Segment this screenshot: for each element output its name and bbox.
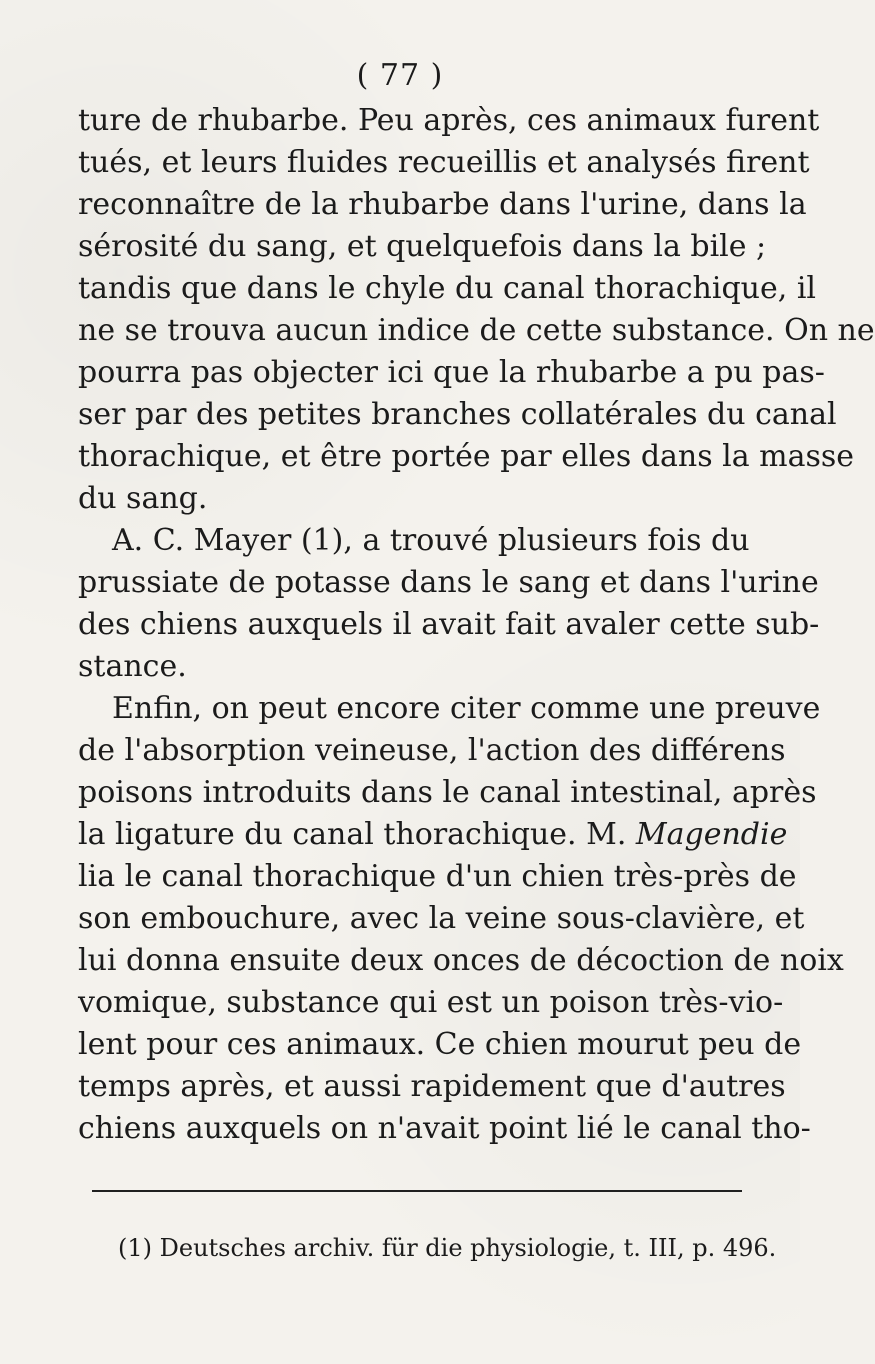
text-line: lui donna ensuite deux onces de décoction de noix: [78, 943, 844, 978]
text-line: son embouchure, avec la veine sous-clavière, et: [78, 901, 805, 936]
text-line: lent pour ces animaux. Ce chien mourut peu de: [78, 1027, 802, 1062]
text-line: tandis que dans le chyle du canal thorachique, il: [78, 271, 817, 306]
text-line: ser par des petites branches collatérales du canal: [78, 397, 837, 432]
text-line: ne se trouva aucun indice de cette substance. On ne: [78, 313, 875, 348]
footnote-divider: [92, 1190, 742, 1192]
paragraph-2: [78, 520, 820, 688]
text-line: Enfin, on peut encore citer comme une preuve: [112, 691, 821, 726]
text-line: de l'absorption veineuse, l'action des différens: [78, 733, 786, 768]
text-line: sérosité du sang, et quelquefois dans la bile ;: [78, 229, 767, 264]
text-line: A. C. Mayer (1), a trouvé plusieurs fois du: [112, 523, 750, 558]
text-line: ture de rhubarbe. Peu après, ces animaux furent: [78, 103, 820, 138]
paragraph-1: [78, 100, 875, 520]
text-line: reconnaître de la rhubarbe dans l'urine, dans la: [78, 187, 807, 222]
text-line: thorachique, et être portée par elles dans la masse: [78, 439, 855, 474]
paragraph-3: [78, 688, 844, 1150]
text-line: poisons introduits dans le canal intestinal, après: [78, 775, 817, 810]
text-line: stance.: [78, 649, 187, 684]
italic-name: Magendie: [635, 817, 788, 852]
text-line: pourra pas objecter ici que la rhubarbe a pu pas-: [78, 355, 825, 390]
text-line: tués, et leurs fluides recueillis et analysés firent: [78, 145, 810, 180]
page-number: ( 77 ): [356, 58, 444, 93]
text-line: vomique, substance qui est un poison très-vio-: [78, 985, 784, 1020]
text-line-with-name: [78, 814, 788, 856]
text-line: lia le canal thorachique d'un chien très-près de: [78, 859, 797, 894]
text-line: prussiate de potasse dans le sang et dans l'urine: [78, 565, 819, 600]
footnote: (1) Deutsches archiv. für die physiologie, t. III, p. 496.: [118, 1234, 777, 1262]
text-line: chiens auxquels on n'avait point lié le canal tho-: [78, 1111, 811, 1146]
text-line: temps après, et aussi rapidement que d'autres: [78, 1069, 786, 1104]
text-fragment: la ligature du canal thorachique. M.: [78, 817, 636, 852]
main-text: [78, 100, 875, 1150]
text-line: des chiens auxquels il avait fait avaler cette sub-: [78, 607, 820, 642]
text-line: du sang.: [78, 481, 208, 516]
